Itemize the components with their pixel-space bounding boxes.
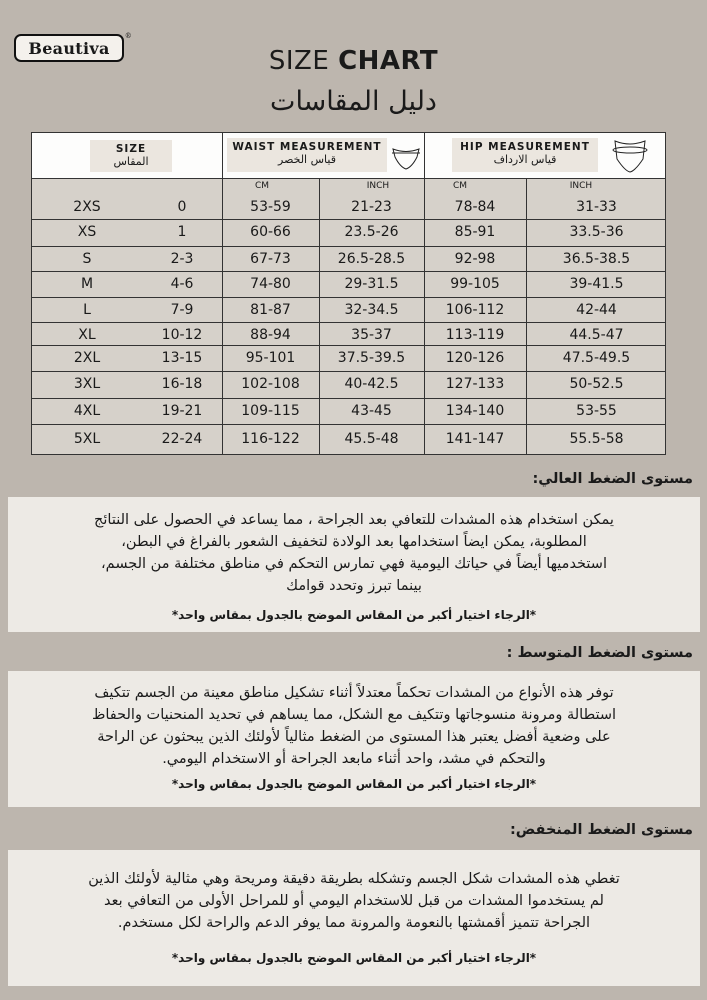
waist-illustration-icon — [391, 145, 421, 171]
hip-cm-cell: 134-140 — [445, 403, 505, 419]
hip-header-en: HIP MEASUREMENT — [460, 141, 590, 153]
waist-inch-cell: 43-45 — [351, 403, 392, 419]
waist-header-box — [227, 138, 387, 172]
table-row — [32, 346, 665, 372]
hip-inch-cell: 33.5-36 — [569, 224, 624, 240]
section-heading-medium: مستوى الضغط المتوسط : — [506, 645, 693, 661]
waist-cm-cell: 88-94 — [250, 327, 291, 343]
size-cell: 2XS — [73, 199, 101, 215]
section-panel-high — [8, 497, 700, 632]
hip-unit-cm: CM — [452, 181, 468, 191]
hip-cm-cell: 78-84 — [454, 199, 496, 215]
waist-unit-inch: INCH — [366, 181, 390, 191]
number-cell: 2-3 — [170, 251, 194, 267]
waist-inch-cell: 35-37 — [351, 327, 392, 343]
hip-cm-cell: 113-119 — [445, 327, 505, 343]
number-cell: 10-12 — [161, 327, 203, 343]
paragraph-line: لم يستخدموا المشدات من قبل للاستخدام اليومي أو للمراحل الأولى من التعافي بعد — [104, 893, 604, 909]
size-cell: 3XL — [73, 376, 101, 392]
hip-cm-cell: 99-105 — [450, 276, 500, 292]
brand-logo-text: Beautiva — [28, 38, 110, 58]
size-header-box — [90, 140, 172, 172]
size-cell: XS — [77, 224, 97, 240]
waist-cm-cell: 74-80 — [250, 276, 291, 292]
size-chart-table — [31, 132, 666, 455]
waist-cm-cell: 53-59 — [250, 199, 291, 215]
section-panel-medium — [8, 671, 700, 807]
waist-inch-cell: 21-23 — [351, 199, 392, 215]
table-row — [32, 425, 665, 454]
page-title — [0, 46, 707, 76]
paragraph-line: والتحكم في مشد، واحد أثناء مابعد الجراحة أو الاستخدام اليومي. — [162, 751, 546, 767]
number-cell: 16-18 — [161, 376, 203, 392]
waist-inch-cell: 26.5-28.5 — [337, 251, 406, 267]
section-heading-high: مستوى الضغط العالي: — [532, 471, 693, 487]
size-note: *الرجاء اختيار أكبر من المقاس الموضح بالجدول بمقاس واحد* — [171, 951, 537, 965]
paragraph-line: يمكن استخدام هذه المشدات للتعافي بعد الجراحة ، مما يساعد في الحصول على النتائج — [94, 512, 614, 528]
waist-cm-cell: 67-73 — [250, 251, 291, 267]
waist-inch-cell: 32-34.5 — [344, 302, 399, 318]
hip-inch-cell: 36.5-38.5 — [562, 251, 631, 267]
paragraph-line: استطالة ومرونة منسوجاتها وتتكيف مع الشكل، مما يساهم في تحديد المنحنيات والحفاظ — [91, 707, 617, 723]
size-cell: 5XL — [73, 431, 101, 447]
table-row — [32, 399, 665, 425]
table-row — [32, 193, 665, 220]
waist-inch-cell: 29-31.5 — [344, 276, 399, 292]
waist-inch-cell: 40-42.5 — [344, 376, 399, 392]
size-header — [32, 133, 222, 179]
hip-inch-cell: 31-33 — [576, 199, 617, 215]
size-cell: 4XL — [73, 403, 101, 419]
size-note: *الرجاء اختيار أكبر من المقاس الموضح بالجدول بمقاس واحد* — [171, 608, 537, 622]
hip-cm-cell: 92-98 — [454, 251, 496, 267]
table-row — [32, 298, 665, 323]
paragraph-line: استخدميها أيضاً في حياتك اليومية فهي تمارس التحكم في مناطق مختلفة من الجسم، — [101, 556, 607, 572]
table-row — [32, 323, 665, 346]
waist-header — [222, 133, 424, 179]
size-cell: S — [82, 251, 92, 267]
size-header-ar: المقاس — [113, 155, 149, 168]
hip-inch-cell: 44.5-47 — [569, 327, 624, 343]
waist-inch-cell: 23.5-26 — [344, 224, 399, 240]
page-subtitle: دليل المقاسات — [270, 86, 437, 117]
size-cell: M — [80, 276, 94, 292]
waist-inch-cell: 45.5-48 — [344, 431, 399, 447]
waist-cm-cell: 102-108 — [241, 376, 300, 392]
size-cell: XL — [78, 327, 96, 343]
hip-inch-cell: 50-52.5 — [569, 376, 624, 392]
table-row — [32, 247, 665, 272]
paragraph-line: بينما تبرز وتحدد قوامك — [286, 578, 422, 594]
title-light: SIZE — [268, 46, 330, 76]
table-row — [32, 220, 665, 247]
hip-inch-cell: 53-55 — [576, 403, 617, 419]
hip-inch-cell: 47.5-49.5 — [562, 350, 631, 366]
paragraph-line: الجراحة تتميز أقمشتها بالنعومة والمرونة مما يوفر الدعم والراحة لكل مستخدم. — [117, 915, 591, 931]
waist-cm-cell: 109-115 — [241, 403, 300, 419]
hip-cm-cell: 85-91 — [454, 224, 496, 240]
hip-inch-cell: 42-44 — [576, 302, 617, 318]
title-bold: CHART — [338, 46, 439, 76]
hip-header-box — [452, 138, 598, 172]
waist-header-en: WAIST MEASUREMENT — [232, 141, 382, 153]
paragraph-line: توفر هذه الأنواع من المشدات تحكماً معتدلاً أثناء تشكيل مناطق معينة من الجسم تتكيف — [94, 685, 614, 701]
size-note: *الرجاء اختيار أكبر من المقاس الموضح بالجدول بمقاس واحد* — [171, 777, 537, 791]
waist-cm-cell: 95-101 — [245, 350, 296, 366]
hip-cm-cell: 141-147 — [445, 431, 505, 447]
hip-illustration-icon — [605, 137, 655, 175]
number-cell: 4-6 — [170, 276, 194, 292]
number-cell: 0 — [177, 199, 187, 215]
table-row — [32, 372, 665, 399]
waist-unit-cm: CM — [254, 181, 270, 191]
hip-cm-cell: 120-126 — [445, 350, 505, 366]
waist-header-ar: قياس الخصر — [278, 153, 336, 166]
section-heading-low: مستوى الضغط المنخفض: — [509, 822, 693, 838]
number-cell: 13-15 — [161, 350, 203, 366]
size-header-en: SIZE — [115, 143, 147, 155]
number-cell: 7-9 — [170, 302, 194, 318]
waist-cm-cell: 60-66 — [250, 224, 291, 240]
waist-inch-cell: 37.5-39.5 — [337, 350, 406, 366]
hip-cm-cell: 106-112 — [445, 302, 505, 318]
waist-cm-cell: 116-122 — [241, 431, 300, 447]
paragraph-line: المطلوبة، يمكن ايضاً استخدامها بعد الولادة لتخفيف الشعور بالفراغ في البطن، — [121, 534, 587, 550]
number-cell: 19-21 — [161, 403, 203, 419]
hip-cm-cell: 127-133 — [445, 376, 505, 392]
hip-header — [424, 133, 665, 179]
size-cell: 2XL — [73, 350, 101, 366]
paragraph-line: على وضعية أفضل يعتبر هذا المستوى من الضغط مثالياً لأولئك الذين يبحثون عن الراحة — [97, 729, 611, 745]
table-row — [32, 272, 665, 298]
hip-header-ar: قياس الارداف — [493, 153, 557, 166]
number-cell: 1 — [177, 224, 187, 240]
hip-unit-inch: INCH — [569, 181, 593, 191]
section-panel-low — [8, 850, 700, 986]
registered-mark: ® — [124, 32, 132, 40]
hip-inch-cell: 55.5-58 — [569, 431, 624, 447]
size-cell: L — [83, 302, 91, 318]
hip-inch-cell: 39-41.5 — [569, 276, 624, 292]
number-cell: 22-24 — [161, 431, 203, 447]
waist-cm-cell: 81-87 — [250, 302, 291, 318]
paragraph-line: تغطي هذه المشدات شكل الجسم وتشكله بطريقة دقيقة ومريحة وهي مثالية لأولئك الذين — [88, 871, 620, 887]
